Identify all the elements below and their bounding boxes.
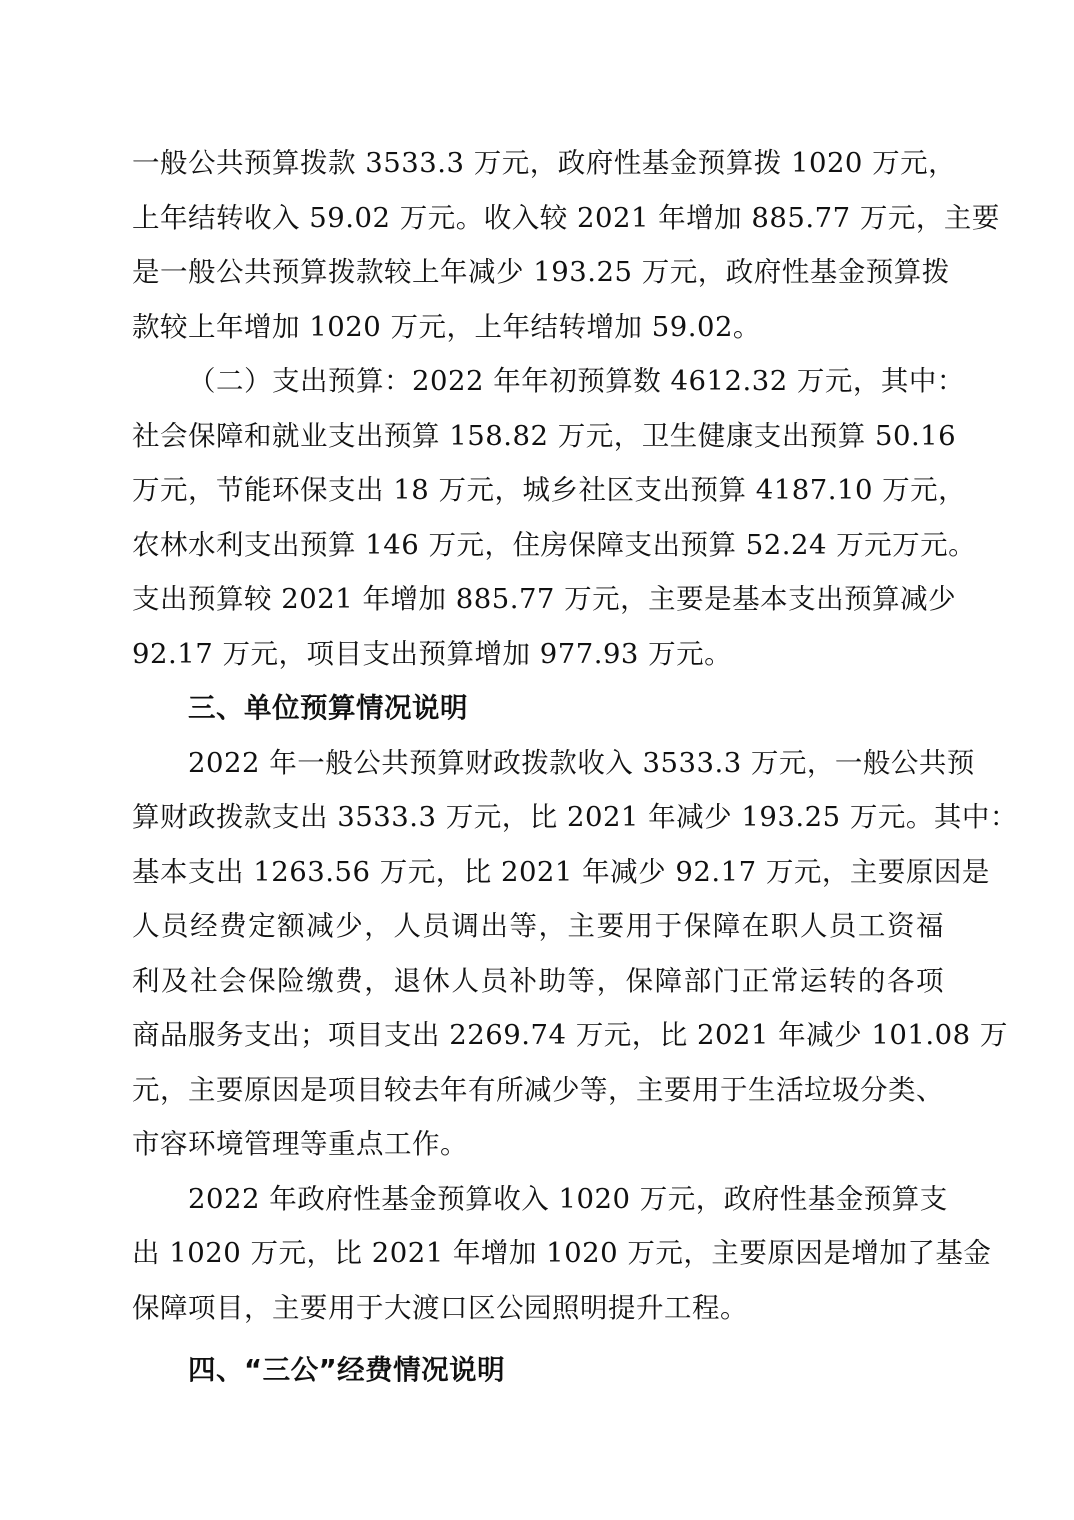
document-page [132, 136, 1018, 1398]
paragraph-expenditure-budget [132, 354, 977, 681]
paragraph-general-public-budget [132, 736, 1018, 1172]
paragraph-line: （二）支出预算：2022 年年初预算数 4612.32 万元，其中： [188, 365, 965, 397]
paragraph-line: 人员经费定额减少，人员调出等，主要用于保障在职人员工资福 [132, 910, 944, 942]
paragraph-government-fund-budget [132, 1172, 992, 1336]
paragraph-line: 利及社会保险缴费，退休人员补助等，保障部门正常运转的各项 [132, 964, 944, 997]
paragraph-line: 92.17 万元，项目支出预算增加 977.93 万元。 [132, 637, 733, 670]
paragraph-line: 社会保障和就业支出预算 158.82 万元，卫生健康支出预算 50.16 [132, 419, 957, 452]
paragraph-line: 农林水利支出预算 146 万元，住房保障支出预算 52.24 万元万元。 [132, 528, 977, 561]
paragraph-line: 商品服务支出；项目支出 2269.74 万元，比 2021 年减少 101.08 万 [132, 1019, 1008, 1051]
paragraph-line: 元，主要原因是项目较去年有所减少等，主要用于生活垃圾分类、 [132, 1073, 944, 1106]
paragraph-line: 一般公共预算拨款 3533.3 万元，政府性基金预算拨 1020 万元， [132, 147, 957, 179]
paragraph-line: 是一般公共预算拨款较上年减少 193.25 万元，政府性基金预算拨 [132, 256, 950, 288]
paragraph-line: 2022 年一般公共预算财政拨款收入 3533.3 万元，一般公共预 [188, 746, 975, 779]
paragraph-line: 款较上年增加 1020 万元，上年结转增加 59.02。 [132, 310, 761, 343]
paragraph-line: 出 1020 万元，比 2021 年增加 1020 万元，主要原因是增加了基金 [132, 1237, 992, 1269]
paragraph-line: 万元，节能环保支出 18 万元，城乡社区支出预算 4187.10 万元， [132, 474, 967, 506]
paragraph-line: 2022 年政府性基金预算收入 1020 万元，政府性基金预算支 [188, 1182, 948, 1215]
section-heading-three-public-expenses: 四、“三公”经费情况说明 [188, 1354, 506, 1386]
paragraph-line: 保障项目，主要用于大渡口区公园照明提升工程。 [132, 1291, 748, 1324]
paragraph-line: 基本支出 1263.56 万元，比 2021 年减少 92.17 万元，主要原因是 [132, 855, 990, 888]
section-heading-unit-budget: 三、单位预算情况说明 [188, 692, 468, 724]
paragraph-line: 市容环境管理等重点工作。 [132, 1128, 468, 1160]
paragraph-income-budget [132, 136, 1000, 354]
paragraph-line: 支出预算较 2021 年增加 885.77 万元，主要是基本支出预算减少 [132, 583, 957, 615]
paragraph-line: 算财政拨款支出 3533.3 万元，比 2021 年减少 193.25 万元。其中： [132, 801, 1018, 833]
paragraph-line: 上年结转收入 59.02 万元。收入较 2021 年增加 885.77 万元，主要 [132, 201, 1000, 234]
